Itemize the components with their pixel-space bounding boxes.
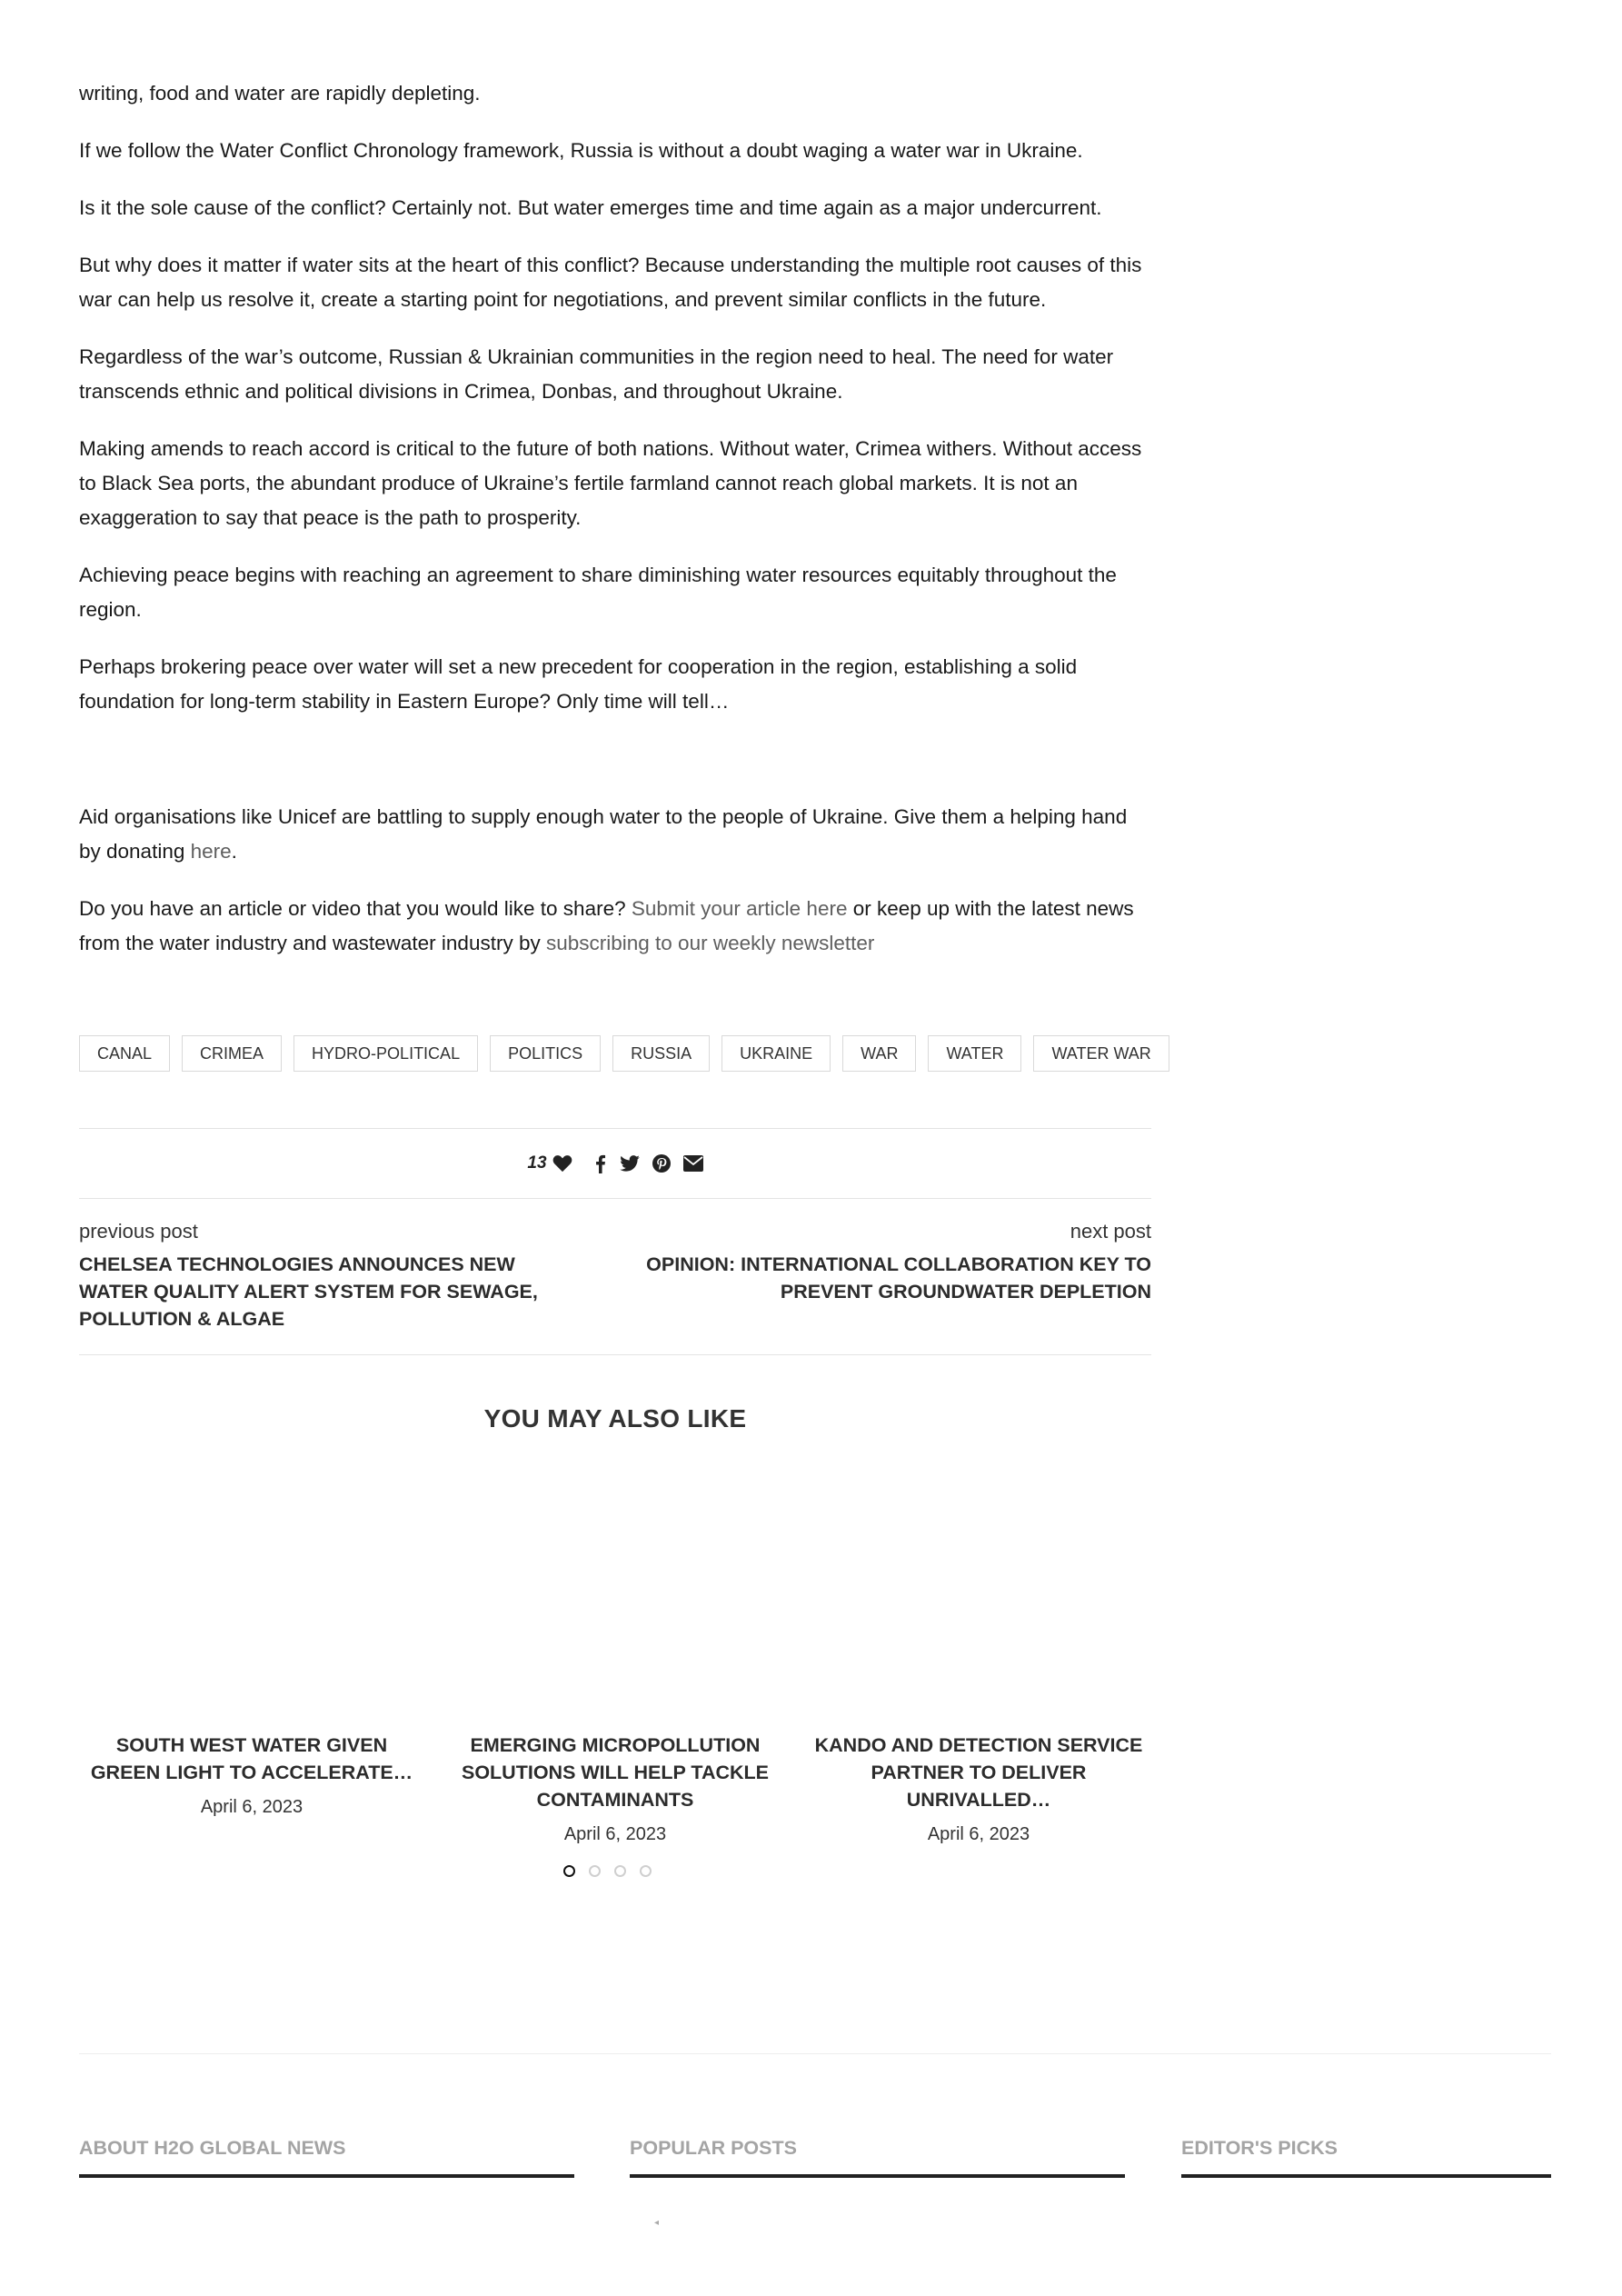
next-post-link[interactable]: OPINION: INTERNATIONAL COLLABORATION KEY TO PREVENT GROUNDWATER DEPLETION xyxy=(646,1253,1151,1303)
tag-ukraine[interactable]: UKRAINE xyxy=(721,1035,831,1072)
related-posts xyxy=(79,1472,1151,1872)
arrow-left-icon: ◂ xyxy=(654,2218,660,2228)
tag-water-war[interactable]: WATER WAR xyxy=(1033,1035,1169,1072)
tag-list xyxy=(79,1035,1169,1072)
previous-post xyxy=(79,1218,588,1333)
like-button[interactable] xyxy=(527,1153,572,1173)
related-post-title[interactable]: KANDO AND DETECTION SERVICE PARTNER TO DELIVER UNRIVALLED… xyxy=(814,1734,1143,1811)
pinterest-icon[interactable] xyxy=(652,1154,671,1173)
tag-war[interactable]: WAR xyxy=(842,1035,916,1072)
donate-link[interactable]: here xyxy=(190,840,232,863)
tag-russia[interactable]: RUSSIA xyxy=(612,1035,710,1072)
tag-water[interactable]: WATER xyxy=(928,1035,1021,1072)
carousel-dot-3[interactable] xyxy=(614,1865,626,1877)
share-bar xyxy=(79,1128,1151,1199)
tag-canal[interactable]: CANAL xyxy=(79,1035,170,1072)
facebook-icon[interactable] xyxy=(594,1154,607,1173)
carousel-dot-1[interactable] xyxy=(563,1865,575,1877)
editors-picks-title: EDITOR'S PICKS xyxy=(1181,2134,1551,2178)
article-paragraph: writing, food and water are rapidly depleting. xyxy=(79,82,481,105)
post-navigation xyxy=(79,1218,1151,1355)
popular-posts-title: POPULAR POSTS xyxy=(630,2134,1125,2178)
related-heading: YOU MAY ALSO LIKE xyxy=(483,1404,747,1433)
carousel-dot-4[interactable] xyxy=(640,1865,652,1877)
article-paragraph: Regardless of the war’s outcome, Russian & Ukrainian communities in the region need to heal. The need for water transcends ethnic and political divisions in Crimea, Donbas, and throughout Ukraine. xyxy=(79,345,1114,403)
previous-post-label: previous post xyxy=(79,1220,198,1243)
tag-politics[interactable]: POLITICS xyxy=(490,1035,601,1072)
related-post-title[interactable]: SOUTH WEST WATER GIVEN GREEN LIGHT TO ACCELERATE… xyxy=(90,1734,413,1783)
article-body xyxy=(79,76,1151,983)
related-post-thumbnail[interactable] xyxy=(806,1472,1151,1709)
related-post-thumbnail[interactable] xyxy=(443,1472,788,1709)
carousel-dots xyxy=(563,1865,652,1877)
about-widget-title: ABOUT H2O GLOBAL NEWS xyxy=(79,2134,574,2178)
related-post-item xyxy=(443,1472,788,1845)
tag-crimea[interactable]: CRIMEA xyxy=(182,1035,282,1072)
popular-posts-widget xyxy=(630,2134,1125,2178)
related-post-title[interactable]: EMERGING MICROPOLLUTION SOLUTIONS WILL HELP TACKLE CONTAMINANTS xyxy=(461,1734,770,1811)
newsletter-text: or keep up with the latest news from the water industry and wastewater industry by xyxy=(79,897,1134,954)
article-paragraph: Is it the sole cause of the conflict? Certainly not. But water emerges time and time again as a major undercurrent. xyxy=(79,196,1102,219)
article-paragraph: But why does it matter if water sits at the heart of this conflict? Because understanding the multiple root causes of this war can help us resolve it, create a starting point for negotiations, and prevent similar conflicts in the future. xyxy=(79,254,1142,311)
related-post-item xyxy=(79,1472,424,1818)
footer-divider xyxy=(79,2053,1551,2054)
submit-article-link[interactable]: Submit your article here xyxy=(631,897,848,920)
article-paragraph: If we follow the Water Conflict Chronology framework, Russia is without a doubt waging a water war in Ukraine. xyxy=(79,139,1083,162)
article-paragraph: Perhaps brokering peace over water will set a new precedent for cooperation in the region, establishing a solid foundation for long-term stability in Eastern Europe? Only time will tell… xyxy=(79,655,1078,713)
donate-end: . xyxy=(231,840,237,863)
twitter-icon[interactable] xyxy=(620,1155,640,1172)
related-post-date: April 6, 2023 xyxy=(927,1824,1030,1844)
previous-post-link[interactable]: CHELSEA TECHNOLOGIES ANNOUNCES NEW WATER QUALITY ALERT SYSTEM FOR SEWAGE, POLLUTION & ALGAE xyxy=(79,1253,538,1330)
article-paragraph: Making amends to reach accord is critical to the future of both nations. Without water, Crimea withers. Without access to Black Sea ports, the abundant produce of Ukraine’s fertile farmland cannot reach global markets. It is not an exaggeration to say that peace is the path to prosperity. xyxy=(79,437,1142,529)
related-post-date: April 6, 2023 xyxy=(200,1797,304,1817)
submit-text: Do you have an article or video that you would like to share? xyxy=(79,897,632,920)
next-post xyxy=(624,1218,1151,1305)
carousel-dot-2[interactable] xyxy=(589,1865,601,1877)
submit-paragraph xyxy=(79,892,1151,961)
about-widget xyxy=(79,2134,574,2178)
editors-picks-widget xyxy=(1181,2134,1551,2178)
like-count: 13 xyxy=(527,1153,547,1173)
donate-paragraph xyxy=(79,800,1151,869)
donate-text: Aid organisations like Unicef are battling to supply enough water to the people of Ukraine. Give them a helping hand by donating xyxy=(79,805,1128,863)
tag-hydro-political[interactable]: HYDRO-POLITICAL xyxy=(294,1035,478,1072)
email-icon[interactable] xyxy=(683,1155,703,1172)
newsletter-link[interactable]: subscribing to our weekly newsletter xyxy=(545,932,875,954)
related-post-thumbnail[interactable] xyxy=(79,1472,424,1709)
related-post-item xyxy=(806,1472,1151,1845)
article-paragraph: Achieving peace begins with reaching an agreement to share diminishing water resources equitably throughout the region. xyxy=(79,564,1117,621)
related-post-date: April 6, 2023 xyxy=(563,1824,667,1844)
heart-icon xyxy=(552,1154,572,1173)
next-post-label: next post xyxy=(1070,1220,1151,1243)
